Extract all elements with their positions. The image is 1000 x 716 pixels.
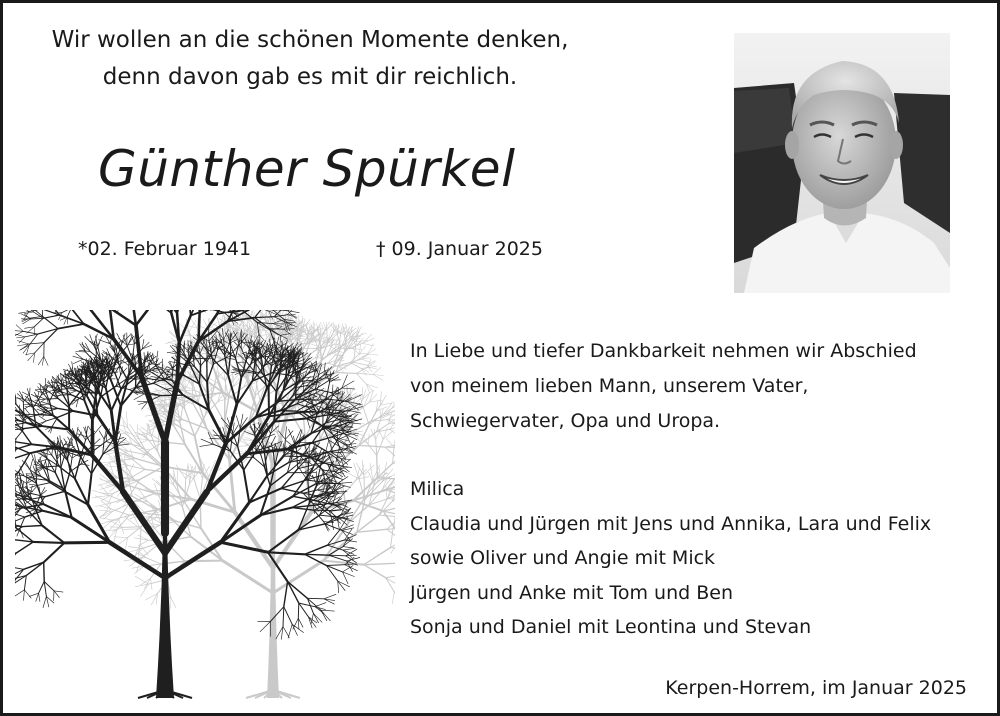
mourners-list <box>410 472 931 645</box>
deceased-name: Günther Spürkel <box>98 140 516 198</box>
memorial-quote <box>0 22 620 96</box>
quote-line-2: denn davon gab es mit dir reichlich. <box>102 64 518 90</box>
birth-date: *02. Februar 1941 <box>78 238 252 260</box>
message-line: Schwiegervater, Opa und Uropa. <box>410 410 721 432</box>
farewell-message <box>410 334 917 439</box>
mourner-line: Claudia und Jürgen mit Jens und Annika, Lara und Felix <box>410 512 932 535</box>
tree-illustration <box>15 310 395 705</box>
death-date: † 09. Januar 2025 <box>376 238 543 260</box>
mourner-line: sowie Oliver und Angie mit Mick <box>410 547 716 569</box>
place-and-date: Kerpen-Horrem, im Januar 2025 <box>665 677 967 699</box>
message-line: von meinem lieben Mann, unserem Vater, <box>410 375 809 397</box>
portrait-photo <box>734 33 950 293</box>
mourner-line: Milica <box>410 478 465 500</box>
quote-line-1: Wir wollen an die schönen Momente denken, <box>51 27 569 53</box>
message-line: In Liebe und tiefer Dankbarkeit nehmen wir Abschied <box>410 340 917 362</box>
mourner-line: Sonja und Daniel mit Leontina und Stevan <box>410 616 812 638</box>
mourner-line: Jürgen und Anke mit Tom und Ben <box>410 581 734 604</box>
